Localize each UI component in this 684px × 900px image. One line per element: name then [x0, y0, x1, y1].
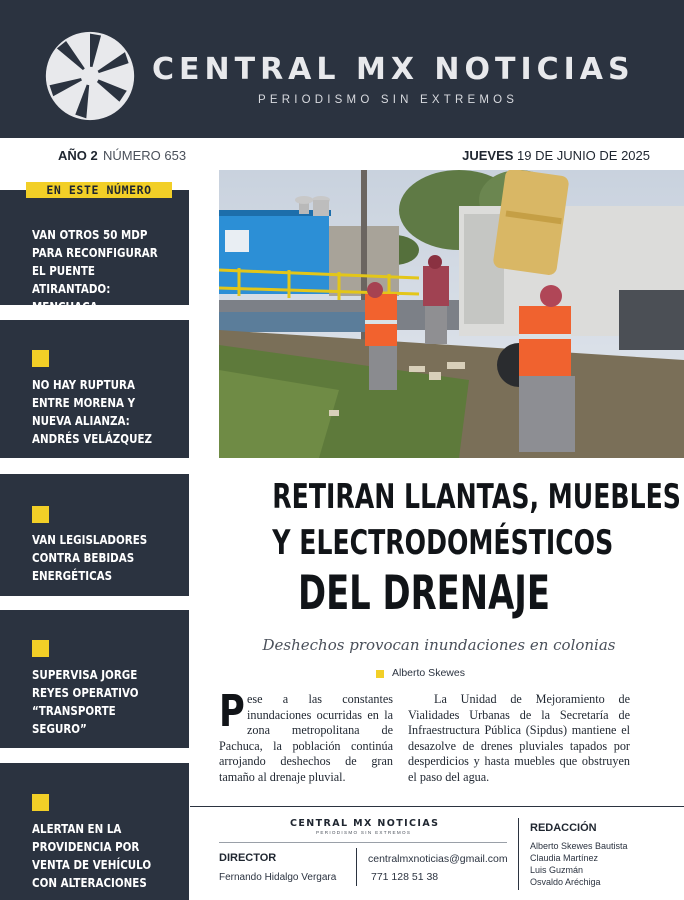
staff-name: Luis Guzmán	[530, 865, 584, 875]
footer-vertical-rule	[518, 818, 519, 890]
contact-phone[interactable]: 771 128 51 38	[371, 871, 439, 883]
issue-weekday: JUEVES	[462, 148, 514, 163]
bullet-square-icon	[32, 350, 49, 367]
article-column-1	[219, 686, 393, 785]
footer-divider	[219, 842, 507, 843]
sidebar-item-text: VAN OTROS 50 MDP PARA RECONFIGURAR EL PUENTE ATIRANTADO: MENCHACA	[32, 228, 158, 314]
redaccion-label: REDACCIÓN	[530, 822, 597, 834]
sidebar-item-text: VAN LEGISLADORES CONTRA BEBIDAS ENERGÉTICAS	[32, 533, 148, 583]
director-name: Fernando Hidalgo Vergara	[219, 872, 337, 883]
director-label: DIRECTOR	[219, 852, 277, 864]
sidebar-item-text: ALERTAN EN LA PROVIDENCIA POR VENTA DE VEHÍCULO CON ALTERACIONES	[32, 822, 152, 890]
bullet-square-icon	[32, 640, 49, 657]
sidebar-item-text: NO HAY RUPTURA ENTRE MORENA Y NUEVA ALIANZA: ANDRÉS VELÁZQUEZ	[32, 378, 152, 446]
sidebar-item-text: SUPERVISA JORGE REYES OPERATIVO “TRANSPORTE SEGURO”	[32, 668, 139, 736]
issue-date-text: 19 DE JUNIO DE 2025	[517, 148, 650, 163]
article-headline	[219, 474, 681, 622]
article-subhead: Deshechos provocan inundaciones en colonias	[262, 636, 616, 654]
brand-tagline: PERIODISMO SIN EXTREMOS	[258, 94, 519, 106]
article-author: Alberto Skewes	[392, 667, 465, 679]
footer-rule	[190, 806, 684, 807]
staff-name: Alberto Skewes Bautista	[530, 841, 628, 851]
brand-title: CENTRAL MX NOTICIAS	[152, 52, 635, 87]
issue-year: AÑO 2	[58, 148, 98, 163]
headline-line-1: RETIRAN LLANTAS, MUEBLES	[272, 477, 681, 517]
headline-line-2: Y ELECTRODOMÉSTICOS	[272, 523, 614, 563]
staff-name: Claudia Martínez	[530, 853, 599, 863]
bullet-square-icon	[32, 794, 49, 811]
column-1-text: ese a las constantes inundaciones ocurridas en la zona metropolitana de Pachuca, la población continúa arrojando deshechos de gran tamaño al drenaje pluvial.	[219, 692, 393, 784]
footer-brand: CENTRAL MX NOTICIAS	[290, 818, 440, 829]
footer-tagline: PERIODISMO SIN EXTREMOS	[316, 830, 412, 835]
footer-vertical-rule	[356, 848, 357, 886]
contact-email[interactable]: centralmxnoticias@gmail.com	[368, 853, 508, 865]
headline-line-3: DEL DRENAJE	[297, 566, 551, 621]
camera-aperture-logo-icon	[44, 30, 136, 122]
bullet-square-icon	[32, 506, 49, 523]
author-square-icon	[376, 670, 384, 678]
article-column-2: La Unidad de Mejoramiento de Vialidades Urbanas de la Secretaría de Infraestructura Pública (Sipdus) mantiene el desazolve de drenes pluviales tapados por desperdicios y hasta muebles que obstruyen el paso del agua.	[408, 692, 630, 784]
issue-number: NÚMERO 653	[103, 148, 187, 163]
sidebar-label: EN ESTE NÚMERO	[26, 182, 172, 198]
staff-name: Osvaldo Aréchiga	[530, 877, 601, 887]
article-photo	[219, 170, 684, 458]
drop-cap: P	[219, 686, 245, 737]
issue-date	[462, 148, 650, 163]
